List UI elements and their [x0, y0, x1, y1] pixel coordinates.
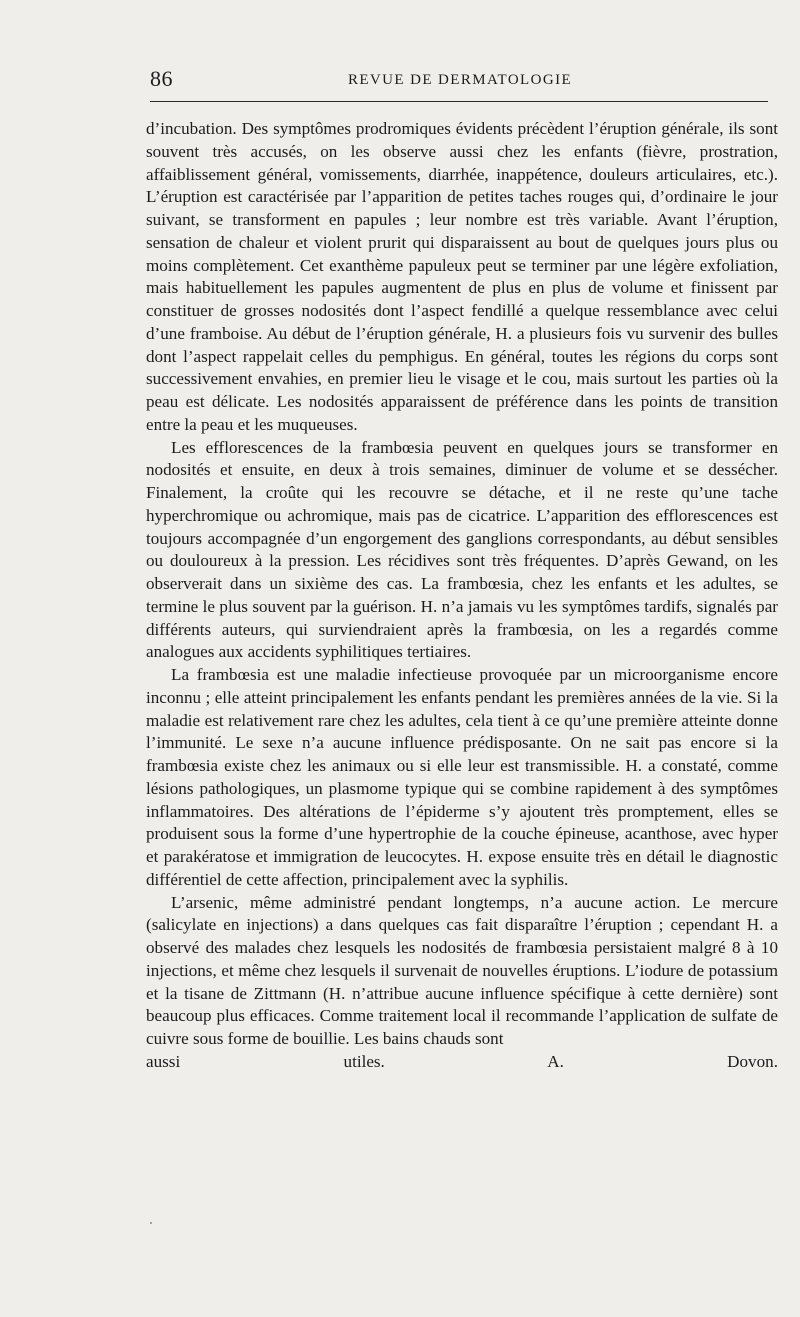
scan-speck: [150, 1222, 152, 1224]
closing-line: [146, 1051, 778, 1074]
header-rule: [150, 101, 768, 102]
running-title: REVUE DE DERMATOLOGIE: [347, 72, 573, 88]
author-signature: A. Dovon.: [547, 1051, 778, 1071]
paragraph-efflorescences: Les efflorescences de la frambœsia peuvent en quelques jours se transformer en nodosités et ensuite, en deux à trois semaines, diminuer de volume et se dessécher. Finalement, la croûte qui les recouvre se détache, et il ne reste qu’une tache hyperchromique ou achromique, mais pas de cicatrice. L’apparition des efflorescences est toujours accompagnée d’un engorgement des ganglions correspondants, au début sensibles ou douloureux à la pression. Les récidives sont très fréquentes. D’après Gewand, on les observerait dans un sixième des cas. La frambœsia, chez les enfants et les adultes, se termine le plus souvent par la guérison. H. n’a jamais vu les symptômes tardifs, signalés par différents auteurs, qui surviendraient après la frambœsia, on les a regardés comme analogues aux accidents syphilitiques tertiaires.: [146, 437, 778, 662]
page-header: [150, 66, 770, 96]
paragraph-etiology: La frambœsia est une maladie infectieuse provoquée par un microorganisme encore inconnu ; elle atteint principalement les enfants pendant les premières années de la vie. Si la maladie est relativement rare chez les adultes, cela tient à ce qu’une première atteinte donne l’immunité. Le sexe n’a aucune influence prédisposante. On ne sait pas encore si la frambœsia existe chez les animaux ou si elle leur est transmissible. H. a constaté, comme lésions pathologiques, un plasmome typique qui se combine rapidement à des symptômes inflammatoires. Des altérations de l’épiderme s’y ajoutent très promptement, elles se produisent sous la forme d’une hypertrophie de la couche épineuse, acanthose, avec hyper et parakératose et immigration de leucocytes. H. expose ensuite très en détail le diagnostic différentiel de cette affection, principalement avec la syphilis.: [146, 665, 778, 889]
paragraph-treatment: L’arsenic, même administré pendant longtemps, n’a aucune action. Le mercure (salicylate en injections) a dans quelques cas fait disparaître l’éruption ; cependant H. a observé des malades chez lesquels les nodosités de frambœsia persistaient malgré 8 à 10 injections, et même chez lesquels il survenait de nouvelles éruptions. L’iodure de potassium et la tisane de Zittmann (H. n’attribue aucune influence spécifique à cette dernière) sont beaucoup plus efficaces. Comme traitement local il recommande l’application de sulfate de cuivre sous forme de bouillie. Les bains chauds sont: [146, 892, 778, 1048]
page-number: 86: [150, 66, 173, 91]
closing-text: aussi utiles.: [146, 1051, 385, 1071]
paragraph-continuation: d’incubation. Des symptômes prodromiques évidents précèdent l’éruption générale, ils sont souvent très accusés, on les observe aussi chez les enfants (fièvre, prostration, affaiblissement général, vomissements, diarrhée, inappétence, douleurs articulaires, etc.). L’éruption est caractérisée par l’apparition de petites taches rouges qui, d’ordinaire le jour suivant, se transforment en papules ; leur nombre est très variable. Avant l’éruption, sensation de chaleur et violent prurit qui disparaissent au bout de quelques jours plus ou moins complètement. Cet exanthème papuleux peut se terminer par une légère exfoliation, mais habituellement les papules augmentent de plus en plus de volume et finissent par constituer de grosses nodosités dont l’aspect fendillé a quelque ressemblance avec celui d’une framboise. Au début de l’éruption générale, H. a plusieurs fois vu survenir des bulles dont l’aspect rappelait celles du pemphigus. En général, toutes les régions du corps sont successivement envahies, en premier lieu le visage et le cou, mais surtout les parties où la peau est délicate. Les nodosités apparaissent de préférence dans les points de transition entre la peau et les muqueuses.: [146, 119, 778, 434]
article-body: [146, 118, 778, 1074]
